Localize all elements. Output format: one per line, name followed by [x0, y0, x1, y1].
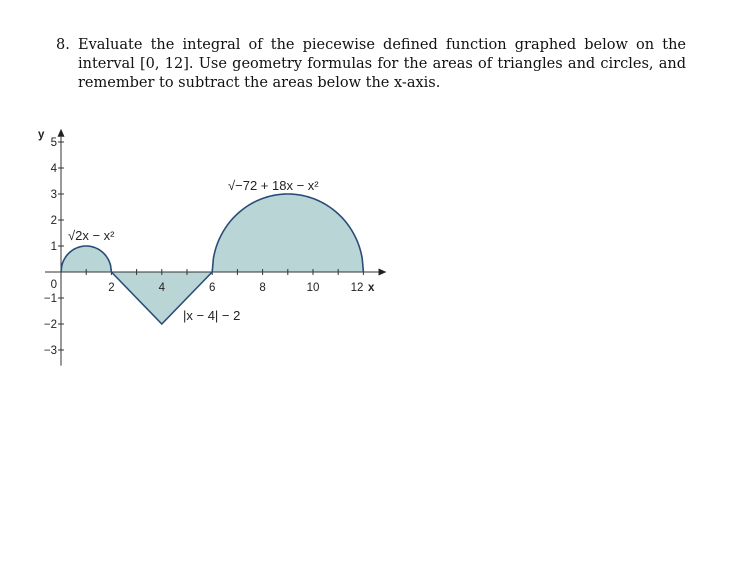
- y-tick-label: 1: [50, 241, 57, 253]
- x-tick-label: 2: [108, 282, 115, 294]
- y-tick-label: −2: [43, 319, 57, 331]
- label-abs-value: |x − 4| − 2: [183, 308, 241, 323]
- y-tick-label: 2: [50, 215, 57, 227]
- y-tick-label: 3: [50, 189, 57, 201]
- problem-number: 8.: [56, 37, 70, 53]
- problem-text: Evaluate the integral of the piecewise defined function graphed below on the interval [0, 12]. Use geometry formulas for the areas of triangles and circles, and remember to subtract the areas below the x-axis.: [78, 37, 686, 91]
- area-semicircle-small: [61, 246, 111, 272]
- label-sqrt-large: √−72 + 18x − x²: [228, 178, 319, 193]
- y-tick-label: 5: [50, 137, 57, 149]
- y-tick-label: −1: [43, 293, 57, 305]
- y-tick-label: −3: [43, 345, 57, 357]
- x-tick-label: 6: [208, 282, 216, 294]
- x-tick-label: 10: [306, 282, 320, 294]
- area-semicircle-large: [212, 194, 363, 272]
- y-tick-label: 4: [50, 163, 57, 175]
- y-tick-label: 0: [50, 279, 57, 291]
- x-axis-label: x: [368, 282, 375, 294]
- x-tick-label: 4: [158, 282, 166, 294]
- y-axis-arrow: [58, 129, 65, 137]
- x-tick-label: 8: [259, 282, 266, 294]
- y-axis-label: y: [38, 129, 45, 141]
- x-axis-arrow: [379, 269, 387, 276]
- label-sqrt-2x-x2: √2x − x²: [68, 228, 115, 243]
- x-tick-label: 12: [350, 282, 364, 294]
